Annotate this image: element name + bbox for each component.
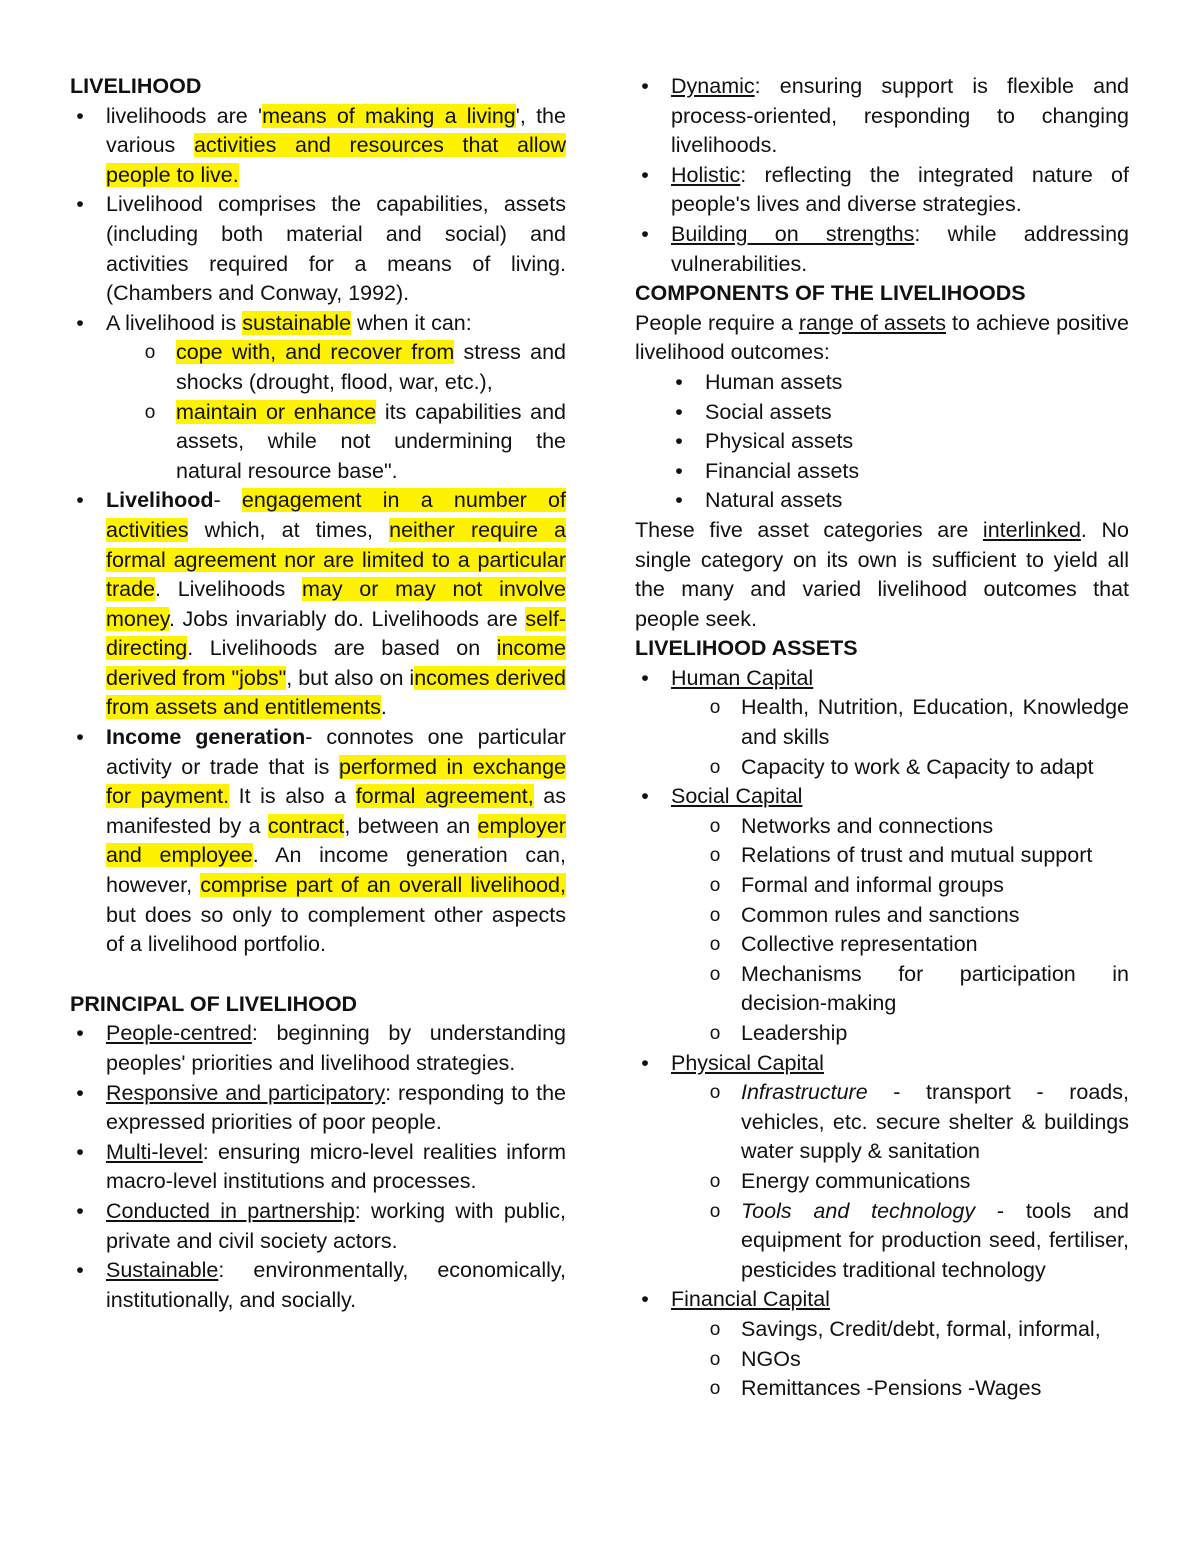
asset-item: • Physical assets: [635, 427, 1129, 457]
capital-sub-item: o Common rules and sanctions: [635, 901, 1129, 931]
left-column: [70, 72, 566, 1315]
highlight: engagement in a number of activities: [106, 488, 566, 542]
bullet-sustainable: • A livelihood is sustainable when it can:: [70, 309, 566, 339]
bullet-livelihood-definition: • Livelihood- engagement in a number of activities which, at times, neither require a formal agreement nor are limited to a particular trade. Livelihoods may or may not involve money. Jobs invariably do. Livelihoods are self-directing. Livelihoods are based on income derived from "jobs", but also on incomes derived from assets and entitlements.: [70, 486, 566, 723]
capital-list: [635, 664, 1129, 1404]
principle-people-centred: • People-centred: beginning by understanding peoples' priorities and livelihood strategies.: [70, 1019, 566, 1078]
capital-sub-item: o Health, Nutrition, Education, Knowledge and skills: [635, 693, 1129, 752]
highlight: performed in exchange for payment.: [106, 754, 566, 809]
sub-bullet-maintain: o maintain or enhance its capabilities and assets, while not undermining the natural resource base".: [70, 398, 566, 487]
highlight: cope with, and recover from: [176, 340, 455, 365]
capital-sub-item: o Relations of trust and mutual support: [635, 841, 1129, 871]
capital-physical: • Physical Capital: [635, 1049, 1129, 1079]
principles-list-continued: [635, 72, 1129, 279]
section-title-livelihood: LIVELIHOOD: [70, 74, 202, 98]
highlight: neither require a formal agreement nor are limited to a particular trade: [106, 517, 566, 602]
asset-item: • Financial assets: [635, 457, 1129, 487]
capital-sub-item: o Savings, Credit/debt, formal, informal,: [635, 1315, 1129, 1345]
components-intro: People require a range of assets to achieve positive livelihood outcomes:: [635, 310, 1129, 365]
bullet-means-of-living: • livelihoods are 'means of making a living', the various activities and resources that allow people to live.: [70, 102, 566, 191]
section-title-components: COMPONENTS OF THE LIVELIHOODS: [635, 281, 1026, 306]
principle-sustainable: • Sustainable: environmentally, economically, institutionally, and socially.: [70, 1256, 566, 1315]
right-column: [635, 72, 1129, 1404]
highlight: means of making a living: [262, 103, 516, 128]
capital-sub-item: o Formal and informal groups: [635, 871, 1129, 901]
capital-sub-item: o Networks and connections: [635, 812, 1129, 842]
principle-partnership: • Conducted in partnership: working with public, private and civil society actors.: [70, 1197, 566, 1256]
capital-sub-item: o Infrastructure - transport - roads, vehicles, etc. secure shelter & buildings water supply & sanitation: [635, 1078, 1129, 1167]
asset-item: • Human assets: [635, 368, 1129, 398]
highlight: formal agreement,: [355, 784, 534, 809]
highlight: income derived from "jobs": [106, 636, 566, 690]
sub-bullet-cope: o cope with, and recover from stress and shocks (drought, flood, war, etc.),: [70, 338, 566, 397]
highlight: may or may not involve money: [106, 577, 566, 631]
capital-sub-item: o NGOs: [635, 1345, 1129, 1375]
asset-item: • Natural assets: [635, 486, 1129, 516]
capital-social: • Social Capital: [635, 782, 1129, 812]
highlight: self-directing: [106, 606, 566, 661]
asset-list: [635, 368, 1129, 516]
capital-sub-item: o Collective representation: [635, 930, 1129, 960]
capital-sub-item: o Capacity to work & Capacity to adapt: [635, 753, 1129, 783]
bullet-capabilities: • Livelihood comprises the capabilities, assets (including both material and social) and activities required for a means of living. (Chambers and Conway, 1992).: [70, 190, 566, 308]
principle-holistic: • Holistic: reflecting the integrated nature of people's lives and diverse strategies.: [635, 161, 1129, 220]
capital-human: • Human Capital: [635, 664, 1129, 694]
principle-strengths: • Building on strengths: while addressing vulnerabilities.: [635, 220, 1129, 279]
highlight: employer and employee: [106, 813, 566, 868]
highlight: activities and resources that allow people to live.: [106, 133, 566, 187]
principle-dynamic: • Dynamic: ensuring support is flexible and process-oriented, responding to changing livelihoods.: [635, 72, 1129, 161]
spacer: [70, 960, 566, 990]
capital-sub-item: o Mechanisms for participation in decision-making: [635, 960, 1129, 1019]
capital-financial: • Financial Capital: [635, 1285, 1129, 1315]
highlight: ncomes derived from assets and entitlements: [106, 665, 566, 720]
highlight: comprise part of an overall livelihood,: [200, 873, 566, 898]
capital-sub-item: o Leadership: [635, 1019, 1129, 1049]
highlight: sustainable: [242, 310, 352, 335]
section-title-assets: LIVELIHOOD ASSETS: [635, 636, 858, 661]
capital-sub-item: o Remittances -Pensions -Wages: [635, 1374, 1129, 1404]
asset-item: • Social assets: [635, 398, 1129, 428]
section-title-principal: PRINCIPAL OF LIVELIHOOD: [70, 991, 358, 1016]
capital-sub-item: o Tools and technology - tools and equipment for production seed, fertiliser, pesticides traditional technology: [635, 1197, 1129, 1286]
principles-list: [70, 1019, 566, 1315]
highlight: maintain or enhance: [176, 399, 377, 424]
bullet-income-generation: • Income generation- connotes one particular activity or trade that is performed in exchange for payment. It is also a formal agreement, as manifested by a contract, between an employer and employee. An income generation can, however, comprise part of an overall livelihood, but does so only to complement other aspects of a livelihood portfolio.: [70, 723, 566, 960]
interlinked-paragraph: These five asset categories are interlinked. No single category on its own is sufficient to yield all the many and varied livelihood outcomes that people seek.: [635, 517, 1129, 631]
livelihood-bullet-list: [70, 102, 566, 960]
principle-multi-level: • Multi-level: ensuring micro-level realities inform macro-level institutions and processes.: [70, 1138, 566, 1197]
principle-responsive: • Responsive and participatory: responding to the expressed priorities of poor people.: [70, 1079, 566, 1138]
highlight: contract: [267, 813, 345, 838]
capital-sub-item: o Energy communications: [635, 1167, 1129, 1197]
